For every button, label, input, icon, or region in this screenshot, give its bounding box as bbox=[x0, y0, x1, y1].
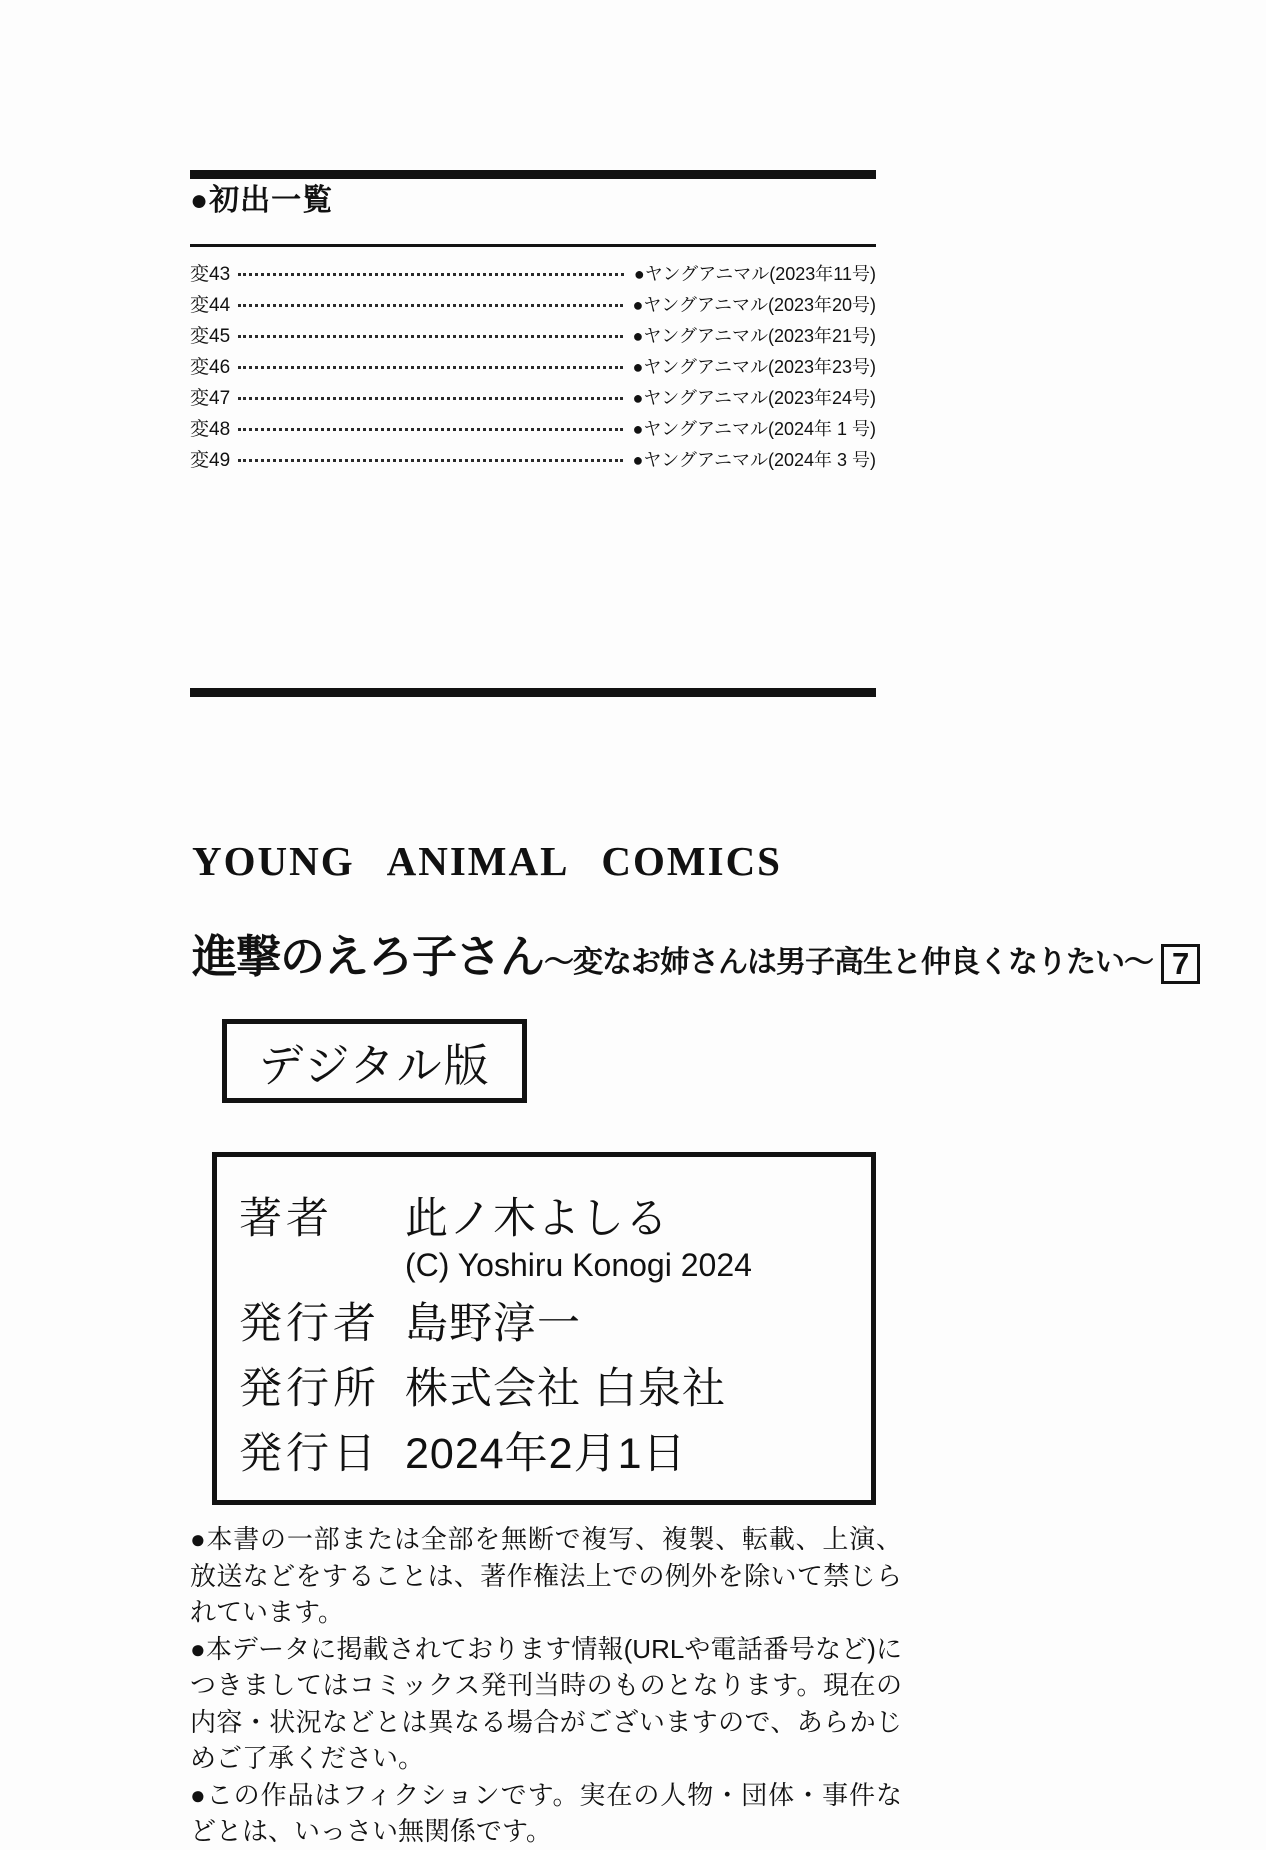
publication-date-value: 2024年2月1日 bbox=[405, 1430, 687, 1478]
chapter-label: 変46 bbox=[190, 357, 231, 378]
publication-row bbox=[190, 319, 876, 350]
publisher-person-row bbox=[239, 1298, 861, 1350]
book-title bbox=[192, 920, 1200, 985]
publication-source: ●ヤングアニマル(2023年21号) bbox=[632, 325, 876, 346]
publication-row bbox=[190, 257, 876, 288]
chapter-label: 変45 bbox=[190, 326, 231, 347]
chapter-label: 変49 bbox=[190, 450, 231, 471]
top-rule bbox=[190, 170, 876, 179]
title-main: 進撃のえろ子さん bbox=[192, 931, 545, 982]
dotted-leader bbox=[238, 445, 622, 462]
dotted-leader bbox=[238, 321, 622, 338]
publisher-company-row bbox=[239, 1363, 861, 1415]
publication-row bbox=[190, 412, 876, 443]
publication-row bbox=[190, 350, 876, 381]
publication-row bbox=[190, 381, 876, 412]
title-subtitle: 〜変なお姉さんは男子高生と仲良くなりたい〜 bbox=[544, 946, 1154, 979]
publisher-person-label: 発行者 bbox=[239, 1300, 380, 1348]
dotted-leader bbox=[238, 259, 624, 276]
publication-row bbox=[190, 443, 876, 474]
publisher-person-name: 島野淳一 bbox=[405, 1300, 581, 1348]
dotted-leader bbox=[238, 352, 622, 369]
publication-list bbox=[190, 257, 876, 474]
publication-source: ●ヤングアニマル(2023年23号) bbox=[632, 356, 876, 377]
chapter-label: 変44 bbox=[190, 295, 231, 316]
publication-source: ●ヤングアニマル(2023年24号) bbox=[632, 387, 876, 408]
author-row bbox=[239, 1193, 861, 1285]
bottom-rule bbox=[190, 688, 876, 697]
chapter-label: 変48 bbox=[190, 419, 231, 440]
publication-date-row bbox=[239, 1428, 861, 1480]
copyright-credit: (C) Yoshiru Konogi 2024 bbox=[405, 1247, 752, 1283]
dotted-leader bbox=[238, 290, 622, 307]
publication-source: ●ヤングアニマル(2024年 3 号) bbox=[632, 449, 876, 470]
chapter-label: 変43 bbox=[190, 264, 231, 285]
colophon-info-box bbox=[212, 1152, 876, 1505]
legal-notices bbox=[190, 1521, 902, 1850]
publication-date-label: 発行日 bbox=[239, 1430, 380, 1478]
header-underline bbox=[190, 244, 876, 247]
chapter-label: 変47 bbox=[190, 388, 231, 409]
volume-number: 7 bbox=[1161, 944, 1200, 984]
publication-row bbox=[190, 288, 876, 319]
author-name: 此ノ木よしる bbox=[405, 1195, 669, 1243]
notice-copyright: ●本書の一部または全部を無断で複写、複製、転載、上演、放送などをすることは、著作権法上での例外を除いて禁じられています。 bbox=[190, 1524, 902, 1627]
digital-edition-badge: デジタル版 bbox=[222, 1019, 527, 1103]
publisher-company-name: 株式会社 白泉社 bbox=[405, 1365, 726, 1413]
notice-data-accuracy: ●本データに掲載されております情報(URLや電話番号など)につきましてはコミックス発刊当時のものとなります。現在の内容・状況などとは異なる場合がございますので、あらかじめご了承ください。 bbox=[190, 1633, 902, 1773]
dotted-leader bbox=[238, 383, 622, 400]
author-label: 著者 bbox=[239, 1195, 333, 1243]
first-publication-section bbox=[190, 170, 876, 697]
notice-fiction: ●この作品はフィクションです。実在の人物・団体・事件などとは、いっさい無関係です。 bbox=[190, 1779, 902, 1846]
publisher-company-label: 発行所 bbox=[239, 1365, 380, 1413]
publication-source: ●ヤングアニマル(2023年20号) bbox=[632, 294, 876, 315]
publication-source: ●ヤングアニマル(2024年 1 号) bbox=[632, 418, 876, 439]
first-publication-header: ●初出一覧 bbox=[190, 184, 334, 217]
publication-source: ●ヤングアニマル(2023年11号) bbox=[633, 263, 876, 284]
series-brand: YOUNG ANIMAL COMICS bbox=[192, 838, 782, 884]
dotted-leader bbox=[238, 414, 622, 431]
